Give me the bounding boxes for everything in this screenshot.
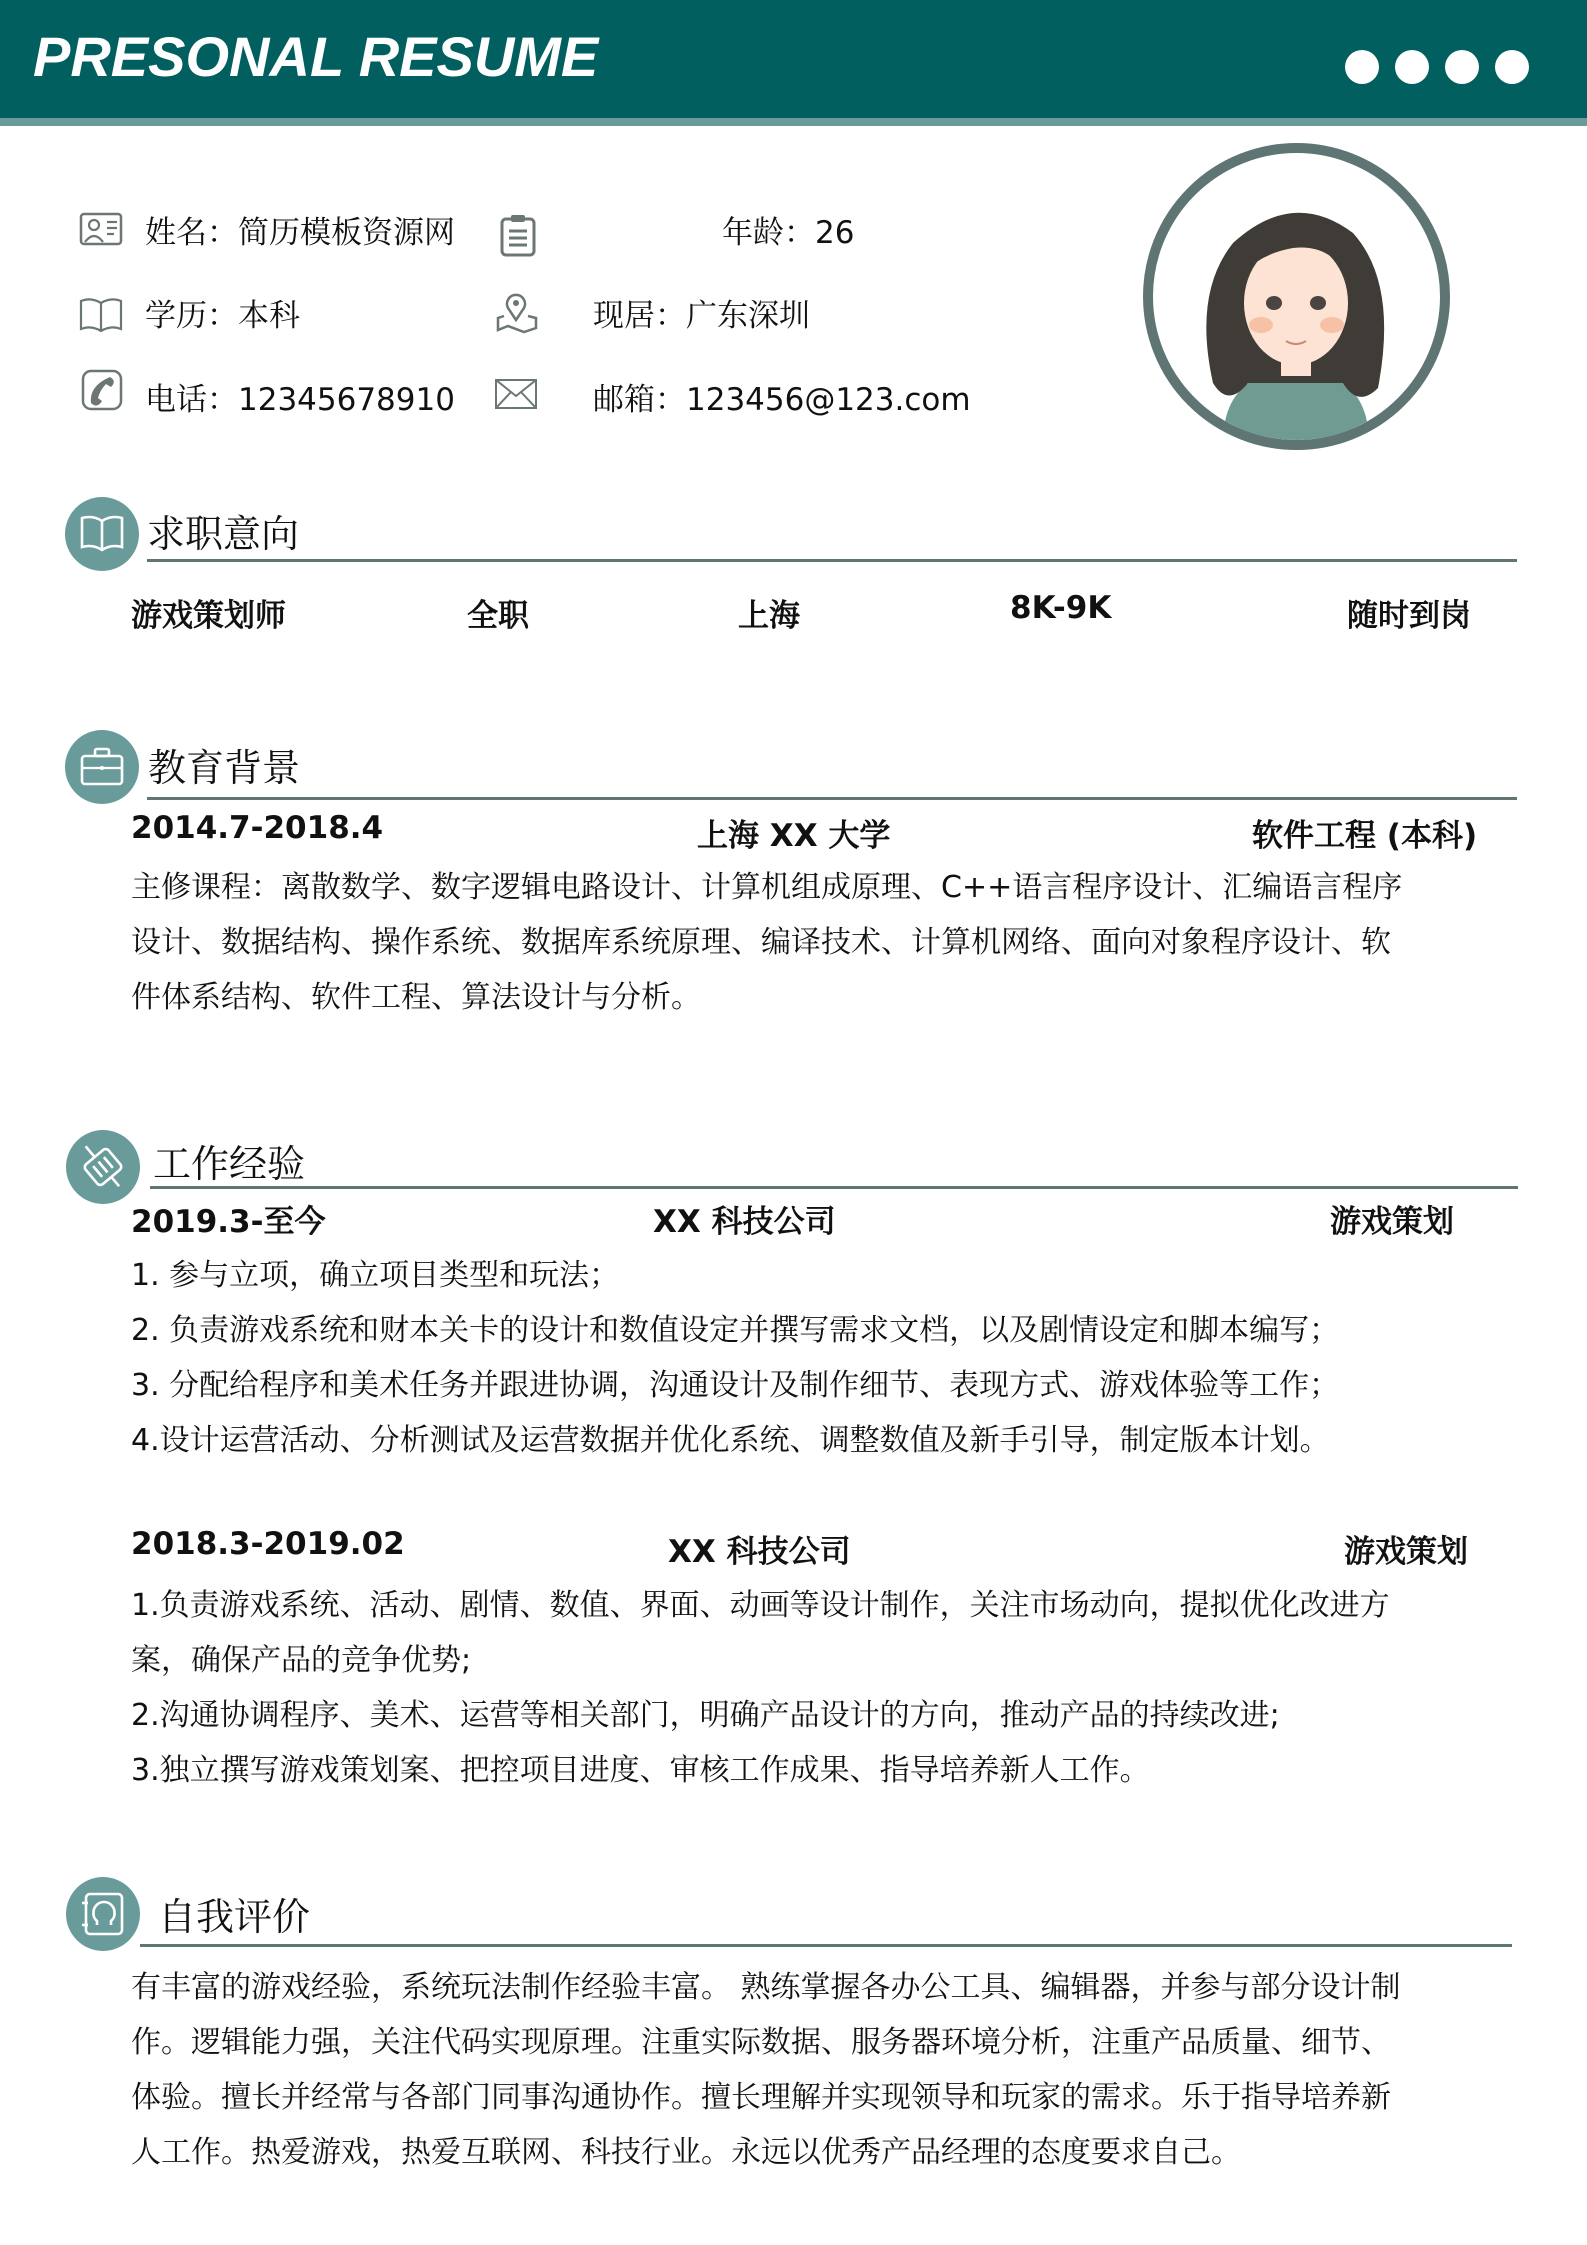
decorative-dot bbox=[1395, 50, 1429, 84]
section-divider bbox=[150, 1186, 1518, 1189]
job-duty: 1. 参与立项，确立项目类型和玩法； bbox=[131, 1258, 620, 1293]
briefcase-section-icon bbox=[65, 730, 139, 804]
avatar bbox=[1143, 143, 1450, 450]
section-title-education: 教育背景 bbox=[148, 746, 301, 790]
book-open-section-icon bbox=[65, 497, 139, 571]
job-duty: 2. 负责游戏系统和财本关卡的设计和数值设定并撰写需求文档，以及剧情设定和脚本编写； bbox=[131, 1313, 1340, 1348]
job-duty: 4.设计运营活动、分析测试及运营数据并优化系统、调整数值及新手引导，制定版本计划。 bbox=[131, 1423, 1330, 1458]
phone-icon bbox=[80, 368, 124, 412]
job-period: 2019.3-至今 bbox=[131, 1204, 326, 1240]
resume-title: PRESONAL RESUME bbox=[33, 25, 599, 88]
envelope-icon bbox=[494, 372, 538, 416]
education-courses-line: 设计、数据结构、操作系统、数据库系统原理、编译技术、计算机网络、面向对象程序设计、软 bbox=[131, 925, 1391, 960]
map-pin-icon bbox=[494, 290, 538, 334]
intention-city: 上海 bbox=[738, 598, 800, 634]
avatar-illustration bbox=[1153, 153, 1440, 440]
section-title-work: 工作经验 bbox=[153, 1142, 306, 1186]
id-card-icon bbox=[79, 208, 123, 252]
book-icon bbox=[79, 293, 123, 337]
section-divider bbox=[147, 559, 1517, 562]
job-duty: 3. 分配给程序和美术任务并跟进协调，沟通设计及制作细节、表现方式、游戏体验等工作； bbox=[131, 1368, 1340, 1403]
section-title-self: 自我评价 bbox=[158, 1895, 311, 1939]
job-duty: 案，确保产品的竞争优势; bbox=[131, 1643, 472, 1678]
section-divider bbox=[140, 1944, 1512, 1947]
section-divider bbox=[147, 797, 1517, 800]
contact-book-section-icon bbox=[66, 1877, 140, 1951]
job-company: XX 科技公司 bbox=[668, 1534, 851, 1570]
profile-education: 学历：本科 bbox=[145, 298, 300, 334]
job-duty: 3.独立撰写游戏策划案、把控项目进度、审核工作成果、指导培养新人工作。 bbox=[131, 1753, 1150, 1788]
profile-age: 年龄：26 bbox=[722, 215, 855, 251]
tools-section-icon bbox=[66, 1130, 140, 1204]
job-period: 2018.3-2019.02 bbox=[131, 1526, 405, 1562]
self-evaluation-line: 作。逻辑能力强，关注代码实现原理。注重实际数据、服务器环境分析，注重产品质量、细节、 bbox=[131, 2025, 1391, 2060]
profile-location: 现居：广东深圳 bbox=[593, 298, 810, 334]
education-major: 软件工程 (本科) bbox=[1252, 818, 1478, 854]
decorative-dot bbox=[1495, 50, 1529, 84]
decorative-dot bbox=[1345, 50, 1379, 84]
job-company: XX 科技公司 bbox=[653, 1204, 836, 1240]
intention-salary: 8K-9K bbox=[1010, 590, 1112, 626]
intention-availability: 随时到岗 bbox=[1347, 598, 1471, 634]
clipboard-icon bbox=[496, 213, 540, 257]
job-role: 游戏策划 bbox=[1344, 1534, 1468, 1570]
header-accent-strip bbox=[0, 118, 1587, 126]
self-evaluation-line: 人工作。热爱游戏，热爱互联网、科技行业。永远以优秀产品经理的态度要求自己。 bbox=[131, 2135, 1241, 2170]
education-courses-line: 主修课程：离散数学、数字逻辑电路设计、计算机组成原理、C++语言程序设计、汇编语言程序 bbox=[131, 870, 1403, 905]
profile-phone: 电话：12345678910 bbox=[145, 382, 455, 418]
decorative-dot bbox=[1445, 50, 1479, 84]
section-title-intention: 求职意向 bbox=[147, 512, 300, 556]
education-period: 2014.7-2018.4 bbox=[131, 810, 384, 846]
profile-name: 姓名：简历模板资源网 bbox=[145, 215, 455, 251]
education-school: 上海 XX 大学 bbox=[697, 818, 891, 854]
intention-type: 全职 bbox=[467, 598, 529, 634]
education-courses-line: 件体系结构、软件工程、算法设计与分析。 bbox=[131, 980, 701, 1015]
profile-email: 邮箱：123456@123.com bbox=[593, 382, 971, 418]
job-duty: 1.负责游戏系统、活动、剧情、数值、界面、动画等设计制作，关注市场动向，提拟优化改进方 bbox=[131, 1588, 1390, 1623]
intention-position: 游戏策划师 bbox=[131, 598, 286, 634]
job-duty: 2.沟通协调程序、美术、运营等相关部门，明确产品设计的方向，推动产品的持续改进; bbox=[131, 1698, 1280, 1733]
self-evaluation-line: 有丰富的游戏经验，系统玩法制作经验丰富。 熟练掌握各办公工具、编辑器，并参与部分设计制 bbox=[131, 1970, 1401, 2005]
job-role: 游戏策划 bbox=[1330, 1204, 1454, 1240]
self-evaluation-line: 体验。擅长并经常与各部门同事沟通协作。擅长理解并实现领导和玩家的需求。乐于指导培养新 bbox=[131, 2080, 1391, 2115]
